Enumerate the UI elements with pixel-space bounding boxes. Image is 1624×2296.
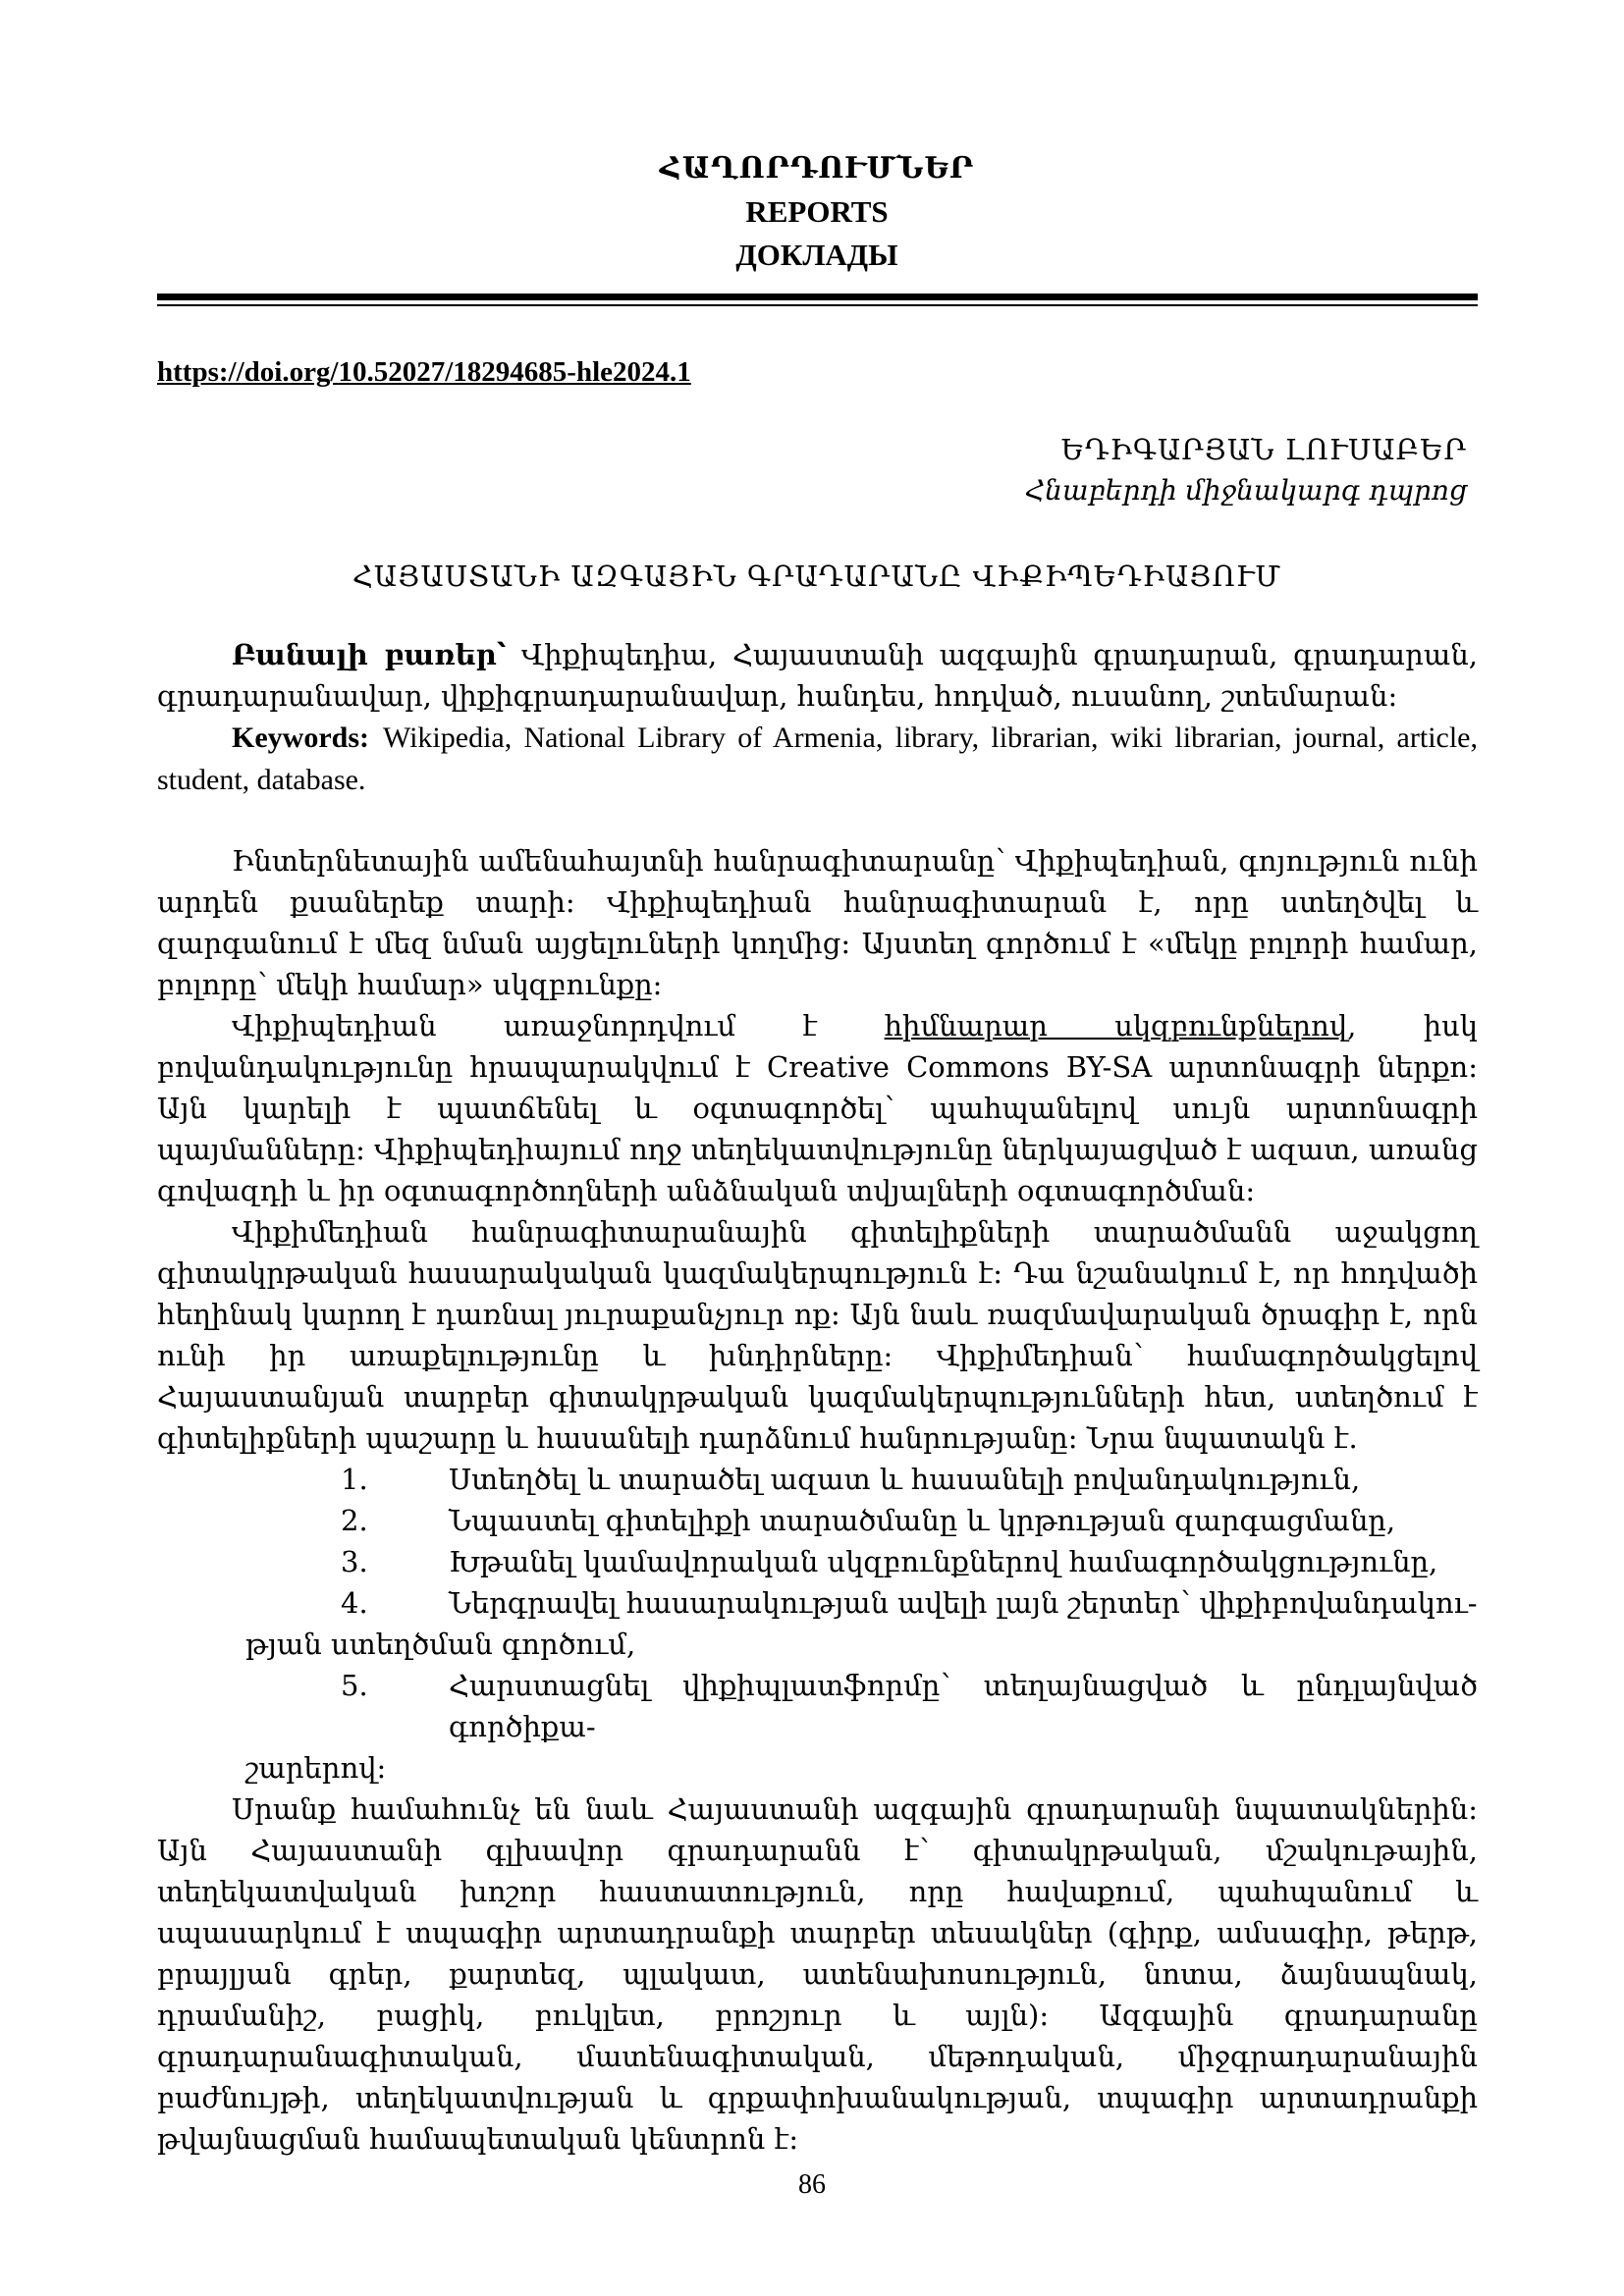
list-item-text: Հարստացնել վիքիպլատֆորմը՝ տեղայնացված և ընդլայնված գործիքա- — [449, 1669, 1478, 1743]
paragraph-2 — [157, 1005, 1478, 1211]
header-divider-thin — [157, 304, 1478, 306]
author-affiliation: Հնաբերդի միջնակարգ դպրոց — [1025, 474, 1467, 507]
keywords-armenian — [157, 634, 1478, 717]
keywords-armenian-label: Բանալի բառեր՝ — [232, 638, 507, 671]
list-item — [157, 1459, 1478, 1500]
list-item-number: 2. — [341, 1504, 368, 1537]
list-item — [157, 1665, 1478, 1789]
header-divider-thick — [157, 294, 1478, 300]
paragraph-3: Վիքիմեդիան հանրագիտարանային գիտելիքների տարածմանն աջակցող գիտակրթական հասարակական կազմակերպություն է: Դա նշանակում է, որ հոդվածի հեղինակ կարող է դառնալ յուրաքանչյուր ոք: Այն նաև ռազմավարական ծրագիր է, որն ունի իր առաքելությունը և խնդիրները: Վիքիմեդիան՝ համագործակցելով Հայաստանյան տարբեր գիտակրթական կազմակերպությունների հետ, ստեղծում է գիտելիքների պաշարը և հասանելի դարձնում հանրությանը: Նրա նպատակն է. — [157, 1215, 1478, 1455]
list-item-number: 1. — [341, 1463, 368, 1496]
keywords-english — [157, 717, 1478, 801]
keywords-english-text: Wikipedia, National Library of Armenia, library, librarian, wiki librarian, journal, article, student, database. — [157, 721, 1478, 796]
list-item-text: Ստեղծել և տարածել ազատ և հասանելի բովանդակություն, — [449, 1463, 1361, 1496]
paragraph-4: Սրանք համահունչ են նաև Հայաստանի ազգային գրադարանի նպատակներին: Այն Հայաստանի գլխավոր գրադարանն է՝ գիտակրթական, մշակութային, տեղեկատվական խոշոր հաստատություն, որը հավաքում, պահպանում և սպասարկում է տպագիր արտադրանքի տարբեր տեսակներ (գիրք, ամսագիր, թերթ, բրայլյան գրեր, քարտեզ, պլակատ, ատենախոսություն, նոտա, ձայնապնակ, դրամանիշ, բացիկ, բուկլետ, բրոշյուր և այլն): Ազգային գրադարանը գրադարանագիտական, մատենագիտական, մեթոդական, միջգրադարանային բաժնույթի, տեղեկատվության և գրքափոխանակության, տպագիր արտադրանքի թվայնացման համապետական կենտրոն է: — [157, 1792, 1478, 2156]
list-item-text-continued: շարերով: — [245, 1751, 387, 1785]
author-name: ԵԴԻԳԱՐՅԱՆ ԼՈՒՍԱԲԵՐ — [1060, 433, 1467, 466]
paragraph-2-start: Վիքիպեդիան առաջնորդվում է — [232, 1009, 885, 1042]
article-body — [157, 634, 1478, 2160]
list-item-text-continued: թյան ստեղծման գործում, — [245, 1628, 636, 1661]
section-title-armenian: ՀԱՂՈՐԴՈՒՄՆԵՐ — [659, 151, 975, 186]
list-item-number: 5. — [341, 1669, 368, 1702]
list-item-number: 3. — [341, 1545, 368, 1578]
paragraph-2-end: , իսկ բովանդակությունը հրապարակվում է Creative Commons BY-SA արտոնագրի ներքո: Այն կարելի է պատճենել և օգտագործել՝ պահպանելով սույն արտոնագրի պայմանները: Վիքիպեդիայում ողջ տեղեկատվությունը ներկայացված է ազատ, առանց գովազդի և իր օգտագործողների անձնական տվյալների օգտագործման: — [157, 1009, 1479, 1207]
list-item-text: Նպաստել գիտելիքի տարածմանը և կրթության զարգացմանը, — [449, 1504, 1396, 1537]
list-item — [157, 1541, 1478, 1582]
keywords-armenian-text: Վիքիպեդիա, Հայաստանի ազգային գրադարան, գրադարան, գրադարանավար, վիքիգրադարանավար, հանդես, հոդված, ուսանող, շտեմարան: — [157, 638, 1478, 713]
list-item-text: Ներգրավել հասարակության ավելի լայն շերտեր՝ վիքիբովանդակու- — [449, 1586, 1478, 1620]
list-item-text: Խթանել կամավորական սկզբունքներով համագործակցությունը, — [449, 1545, 1438, 1578]
list-item — [157, 1582, 1478, 1665]
keywords-english-label: Keywords: — [232, 721, 369, 754]
page-number: 86 — [798, 2169, 826, 2200]
section-heading — [157, 147, 1477, 277]
doi-link[interactable]: https://doi.org/10.52027/18294685-hle2024.1 — [157, 356, 691, 388]
list-item — [157, 1500, 1478, 1541]
paragraph-1: Ինտերնետային ամենահայտնի հանրագիտարանը՝ Վիքիպեդիան, գոյություն ունի արդեն քսաներեք տարի: Վիքիպեդիան հանրագիտարան է, որը ստեղծվել և զարգանում է մեզ նման այցելուների կողմից: Այստեղ գործում է «մեկը բոլորի համար, բոլորը՝ մեկի համար» սկզբունքը: — [157, 844, 1478, 1001]
goals-list — [157, 1459, 1478, 1789]
article-title: ՀԱՅԱՍՏԱՆԻ ԱԶԳԱՅԻՆ ԳՐԱԴԱՐԱՆԸ ՎԻՔԻՊԵԴԻԱՅՈՒՄ — [352, 560, 1282, 593]
list-item-number: 4. — [341, 1586, 368, 1620]
principles-link[interactable]: հիմնարար սկզբունքներով — [884, 1009, 1348, 1042]
author-block — [1025, 429, 1467, 511]
section-title-english: REPORTS — [745, 194, 889, 229]
section-title-russian: ДОКЛАДЫ — [735, 238, 898, 272]
